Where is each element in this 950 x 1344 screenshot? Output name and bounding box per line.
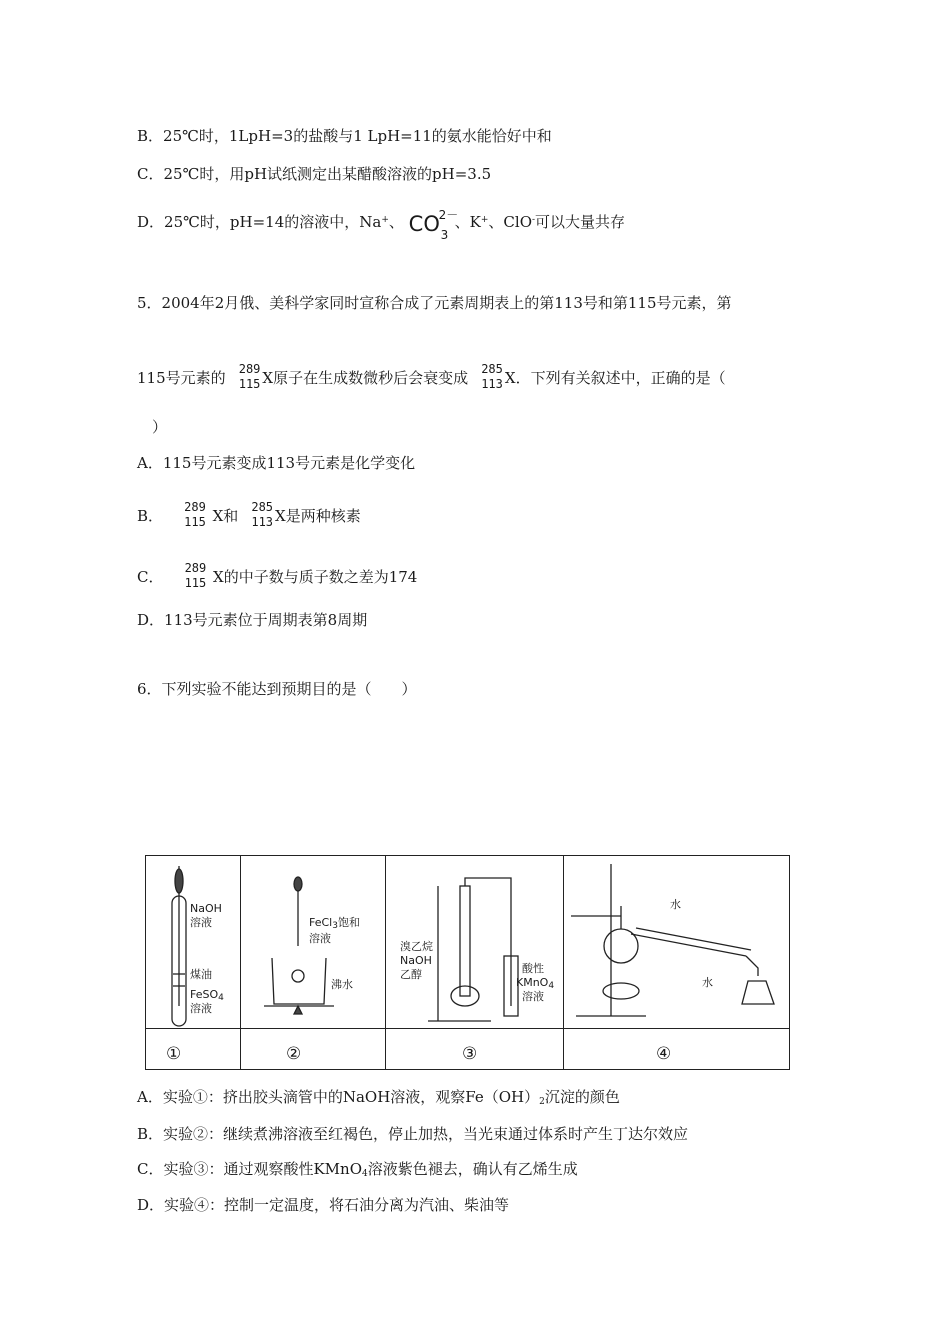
carbonate-base: CO (408, 212, 440, 236)
saturated-text: 饱和 (337, 916, 360, 929)
q6-option-a (137, 1087, 620, 1112)
exp3-bromoethane-label: 溴乙烷 (400, 940, 433, 953)
potassium-charge: + (480, 215, 489, 225)
test-tube-dropper-icon (172, 866, 186, 1026)
fecl3-text: FeCl (309, 916, 333, 929)
hypochlorite-text: 、ClO (488, 213, 532, 231)
mass-number: 285 (251, 500, 274, 514)
heating-stand-icon (428, 878, 518, 1021)
distillation-apparatus-icon (571, 864, 774, 1016)
q6-stem: 6．下列实验不能达到预期目的是（ ） (137, 680, 417, 698)
q5-stem-line1: 5．2004年2月俄、美科学家同时宣称合成了元素周期表上的第113号和第115号元素，第 (137, 294, 732, 312)
exp2-boiling-water-label: 沸水 (331, 978, 353, 991)
q5-option-d: D．113号元素位于周期表第8周期 (137, 611, 368, 629)
q5-stem-line2 (137, 362, 726, 396)
atomic-number: 115 (238, 377, 261, 391)
mass-number: 289 (184, 561, 207, 575)
q5-stem-b: X原子在生成数微秒后会衰变成 (262, 369, 469, 387)
apparatus-drawings (146, 856, 789, 1028)
exp3-solution-label: 溶液 (522, 990, 544, 1003)
carbonate-charge: 2－ (438, 208, 459, 222)
potassium-text: 、K (454, 213, 481, 231)
q6-option-c (137, 1159, 578, 1184)
nuclide-289-115 (182, 561, 206, 595)
exp1-solution-label-2: 溶液 (190, 1002, 212, 1015)
exp1-naoh-label: NaOH (190, 902, 222, 915)
mass-number: 289 (238, 362, 261, 376)
exp3-naoh-label: NaOH (400, 954, 432, 967)
q4-option-b: B．25℃时，1LpH=3的盐酸与1 LpH=11的氨水能恰好中和 (137, 127, 552, 145)
q6-a-suffix: 沉淀的颜色 (544, 1088, 620, 1106)
mass-number: 285 (481, 362, 503, 376)
exp4-water-in-label: 水 (670, 898, 681, 911)
exp4-water-out-label: 水 (702, 976, 713, 989)
q6-a-prefix: A．实验①：挤出胶头滴管中的NaOH溶液，观察Fe（OH） (137, 1088, 540, 1106)
mass-number: 289 (184, 500, 206, 514)
q5-option-b (137, 500, 361, 534)
q5-c-prefix: C． (137, 568, 164, 586)
nuclide-289-115 (182, 500, 206, 534)
carbonate-subscript: 3 (440, 228, 449, 242)
exp2-fecl3-label (309, 916, 360, 933)
q4-d-suffix: 可以大量共存 (535, 213, 626, 231)
exp1-kerosene-label: 煤油 (190, 968, 212, 981)
exp-number-1: ① (166, 1044, 182, 1064)
q5-b-mid: X和 (207, 507, 239, 525)
kmno4-subscript: 4 (548, 981, 555, 991)
carbonate-ion-formula (408, 208, 459, 242)
feso4-text: FeSO (190, 988, 219, 1001)
exp-number-3: ③ (462, 1044, 478, 1064)
nuclide-289-115 (236, 362, 260, 396)
beaker-dropper-icon (264, 877, 334, 1014)
exp-number-2: ② (286, 1044, 302, 1064)
q4-d-prefix: D．25℃时，pH=14的溶液中，Na (137, 213, 382, 231)
q4-option-c: C．25℃时，用pH试纸测定出某醋酸溶液的pH=3.5 (137, 165, 492, 183)
feso4-subscript: 4 (218, 993, 224, 1003)
fecl3-subscript: 3 (332, 921, 338, 931)
atomic-number: 113 (481, 377, 503, 391)
exp1-solution-label: 溶液 (190, 916, 212, 929)
q4-option-d (137, 208, 626, 242)
hypochlorite-charge: - (532, 215, 536, 225)
exp3-ethanol-label: 乙醇 (400, 968, 422, 981)
q6-option-d: D．实验④：控制一定温度，将石油分离为汽油、柴油等 (137, 1196, 510, 1214)
nuclide-285-113 (249, 500, 273, 534)
separator: 、 (388, 213, 404, 231)
atomic-number: 113 (251, 515, 274, 529)
atomic-number: 115 (184, 576, 207, 590)
nuclide-285-113 (479, 362, 503, 396)
q5-option-a: A．115号元素变成113号元素是化学变化 (137, 454, 416, 472)
sodium-charge: + (381, 215, 389, 225)
exp-number-4: ④ (656, 1044, 672, 1064)
q6-option-b: B．实验②：继续煮沸溶液至红褐色，停止加热，当光束通过体系时产生丁达尔效应 (137, 1125, 689, 1143)
exp3-acidic-label: 酸性 (522, 962, 544, 975)
atomic-number: 115 (184, 515, 206, 529)
q5-option-c (137, 561, 417, 595)
q5-b-suffix: X是两种核素 (275, 507, 361, 525)
q5-stem-c: X．下列有关叙述中，正确的是（ (504, 369, 726, 387)
q6-c-suffix: 溶液紫色褪去，确认有乙烯生成 (367, 1160, 578, 1178)
kmno4-subscript: 4 (362, 1169, 368, 1179)
kmno4-text: KMnO (516, 976, 549, 989)
q5-stem-a: 115号元素的 (137, 369, 226, 387)
q6-c-prefix: C．实验③：通过观察酸性KMnO (137, 1160, 363, 1178)
q5-b-prefix: B． (137, 507, 164, 525)
q5-c-suffix: X的中子数与质子数之差为174 (208, 568, 418, 586)
q5-stem-line3: ） (152, 418, 168, 436)
experiment-figure (145, 855, 790, 1070)
hydroxide-subscript: 2 (539, 1097, 545, 1107)
exp2-solution-label: 溶液 (309, 932, 331, 945)
